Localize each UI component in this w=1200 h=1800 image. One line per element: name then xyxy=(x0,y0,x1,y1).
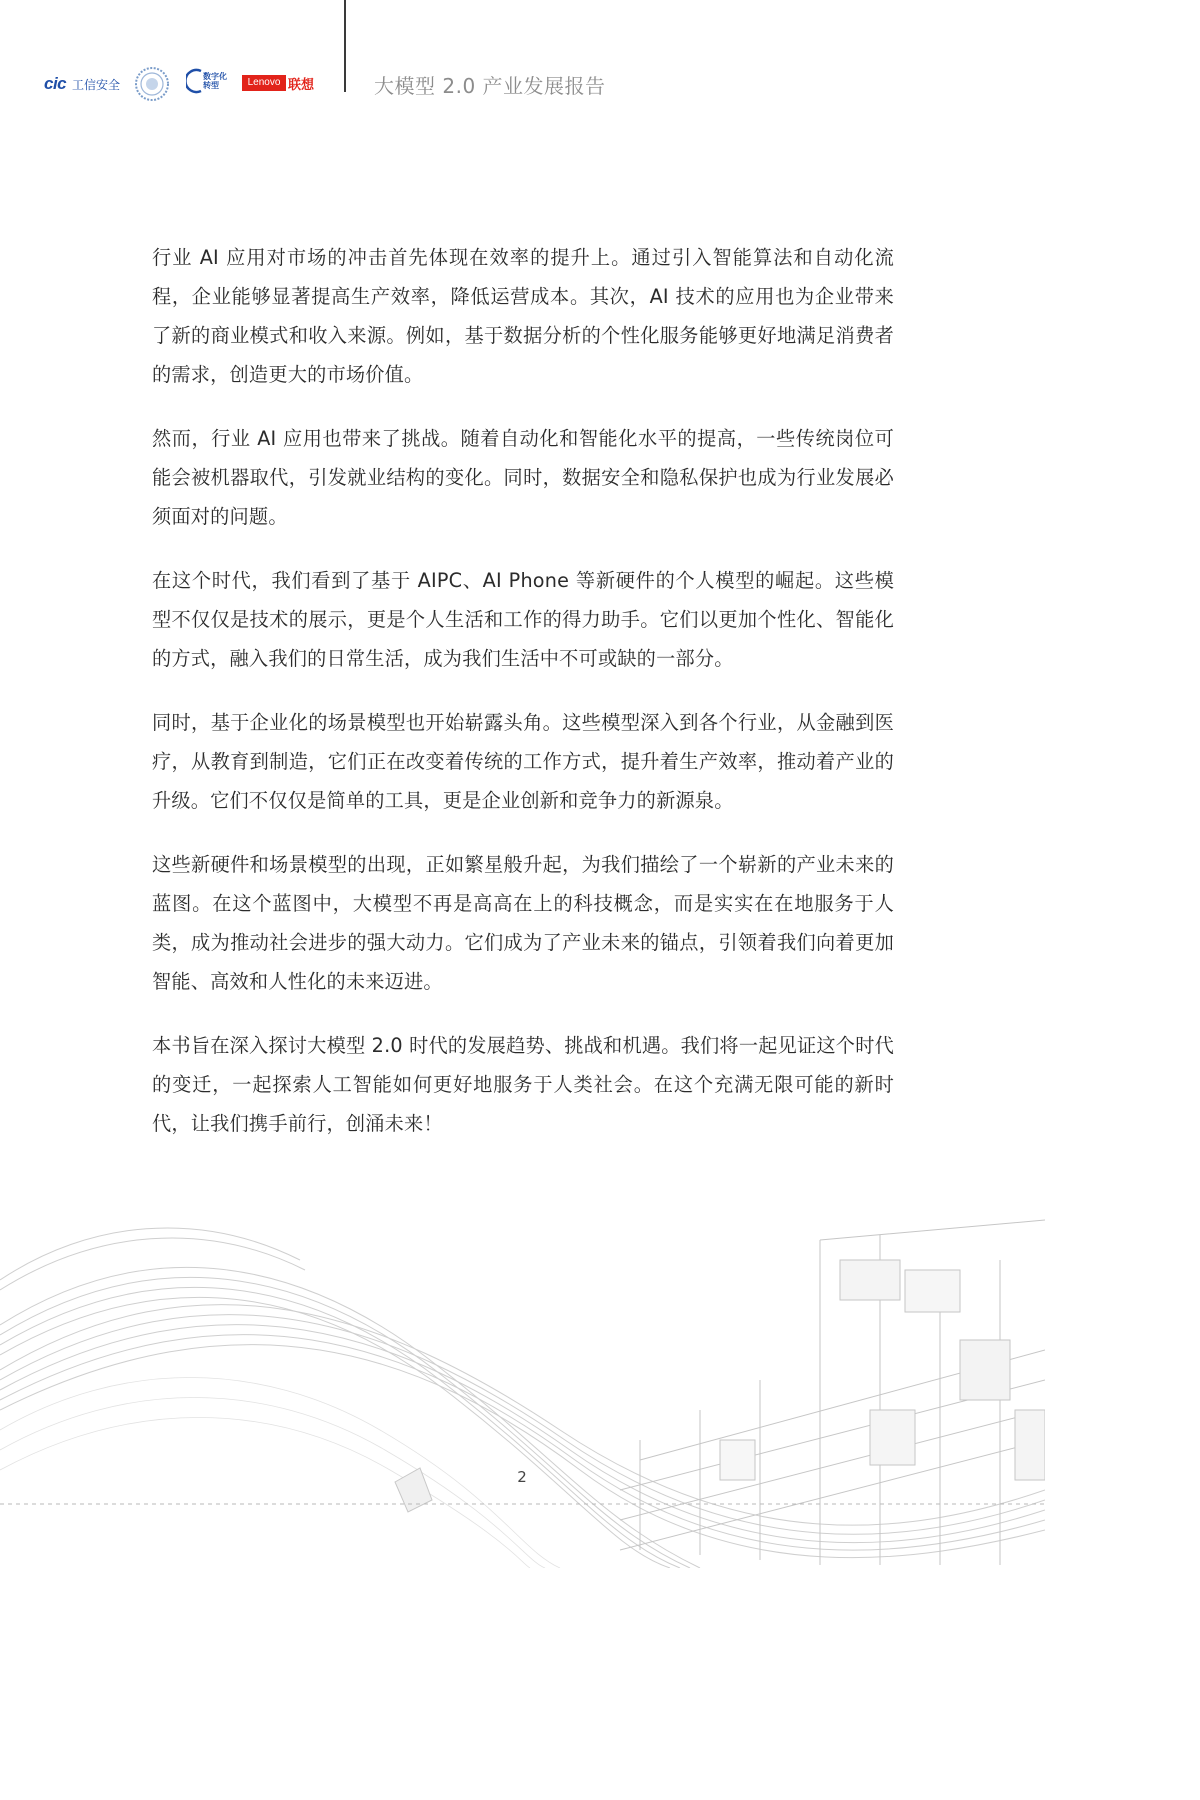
paragraph: 这些新硬件和场景模型的出现，正如繁星般升起，为我们描绘了一个崭新的产业未来的蓝图。在这个蓝图中，大模型不再是高高在上的科技概念，而是实实在在地服务于人类，成为推动社会进步的强大动力。它们成为了产业未来的锚点，引领着我们向着更加智能、高效和人性化的未来迈进。 xyxy=(152,853,894,993)
report-title: 大模型 2.0 产业发展报告 xyxy=(374,74,606,98)
seal-logo-icon xyxy=(134,66,170,102)
page-header xyxy=(0,0,1045,120)
cic-logo-name: 工信安全 xyxy=(72,78,121,92)
paragraph: 本书旨在深入探讨大模型 2.0 时代的发展趋势、挑战和机遇。我们将一起见证这个时代的变迁，一起探索人工智能如何更好地服务于人类社会。在这个充满无限可能的新时代，让我们携手前行，创涌未来！ xyxy=(152,1034,894,1135)
digital-logo-text: 数字化转型 xyxy=(203,72,227,90)
paragraph: 行业 AI 应用对市场的冲击首先体现在效率的提升上。通过引入智能算法和自动化流程，企业能够显著提高生产效率，降低运营成本。其次，AI 技术的应用也为企业带来了新的商业模式和收入来源。例如，基于数据分析的个性化服务能够更好地满足消费者的需求，创造更大的市场价值。 xyxy=(152,246,894,386)
lenovo-cn-logo: 联想 xyxy=(288,78,315,93)
architecture-line-art xyxy=(0,1110,1045,1568)
page-number: 2 xyxy=(517,1468,527,1486)
digital-transformation-logo-icon xyxy=(186,68,204,94)
lenovo-logo: Lenovo xyxy=(242,75,286,91)
header-divider xyxy=(344,0,346,92)
article-body xyxy=(152,238,894,1168)
cic-logo: cic xyxy=(44,74,67,93)
paragraph: 然而，行业 AI 应用也带来了挑战。随着自动化和智能化水平的提高，一些传统岗位可能会被机器取代，引发就业结构的变化。同时，数据安全和隐私保护也成为行业发展必须面对的问题。 xyxy=(152,427,894,528)
paragraph: 在这个时代，我们看到了基于 AIPC、AI Phone 等新硬件的个人模型的崛起。这些模型不仅仅是技术的展示，更是个人生活和工作的得力助手。它们以更加个性化、智能化的方式，融入我们的日常生活，成为我们生活中不可或缺的一部分。 xyxy=(152,569,894,670)
paragraph: 同时，基于企业化的场景模型也开始崭露头角。这些模型深入到各个行业，从金融到医疗，从教育到制造，它们正在改变着传统的工作方式，提升着生产效率，推动着产业的升级。它们不仅仅是简单的工具，更是企业创新和竞争力的新源泉。 xyxy=(152,711,894,812)
